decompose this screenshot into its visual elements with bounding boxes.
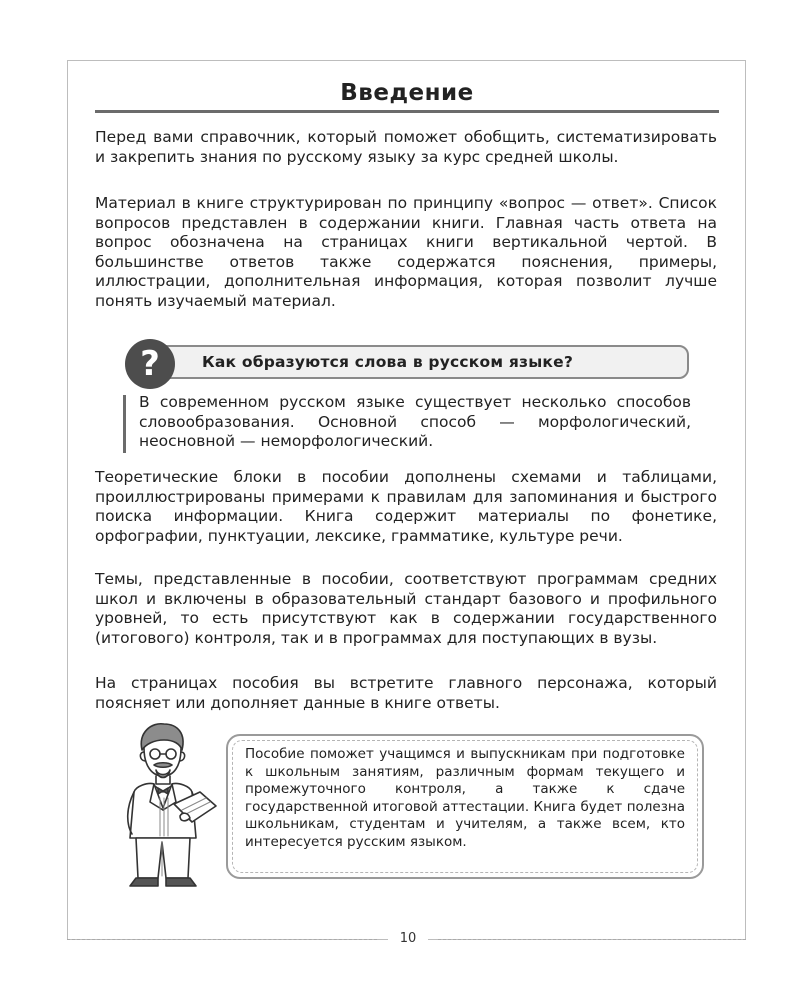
info-note-text: Пособие поможет учащимся и выпускникам при подготовке к школьным занятиям, различным формам текущего и промежуточного контроля, а также к сдаче государственной итоговой аттестации. Книга будет полезна школьникам, студентам и учителям, а также всем, кто интересуется русским языком. (245, 746, 685, 850)
intro-paragraph-2: Материал в книге структурирован по принципу «вопрос — ответ». Список вопросов представлен в содержании книги. Главная часть ответа на вопрос обозначена на страницах книги вертикальной чертой. В большинстве ответов также содержатся пояснения, примеры, иллюстрации, дополнительная информация, которая позволит лучше понять изучаемый материал. (95, 194, 717, 310)
question-mark-icon: ? (125, 339, 175, 389)
page-title: Введение (340, 80, 474, 106)
question-bar (145, 345, 689, 379)
info-note-box (226, 734, 704, 879)
intro-paragraph-1: Перед вами справочник, который поможет обобщить, систематизировать и закрепить знания по русскому языку за курс средней школы. (95, 128, 717, 166)
body-paragraph-3: Теоретические блоки в пособии дополнены схемами и таблицами, проиллюстрированы примерами к правилам для запоминания и быстрого поиска информации. Книга содержит материалы по фонетике, орфографии, пунктуации, лексике, грамматике, культуре речи. (95, 468, 717, 545)
body-paragraph-4: Темы, представленные в пособии, соответствуют программам средних школ и включены в образовательный стандарт базового и профильного уровней, то есть присутствуют как в содержании государственного (итогового) контроля, так и в программах для поступающих в вузы. (95, 570, 717, 647)
title-rule (95, 110, 719, 113)
page-number: 10 (388, 931, 428, 946)
professor-character-illustration (104, 718, 224, 893)
question-text: Как образуются слова в русском языке? (202, 353, 574, 371)
footer-divider-right (438, 939, 746, 940)
answer-text: В современном русском языке существует несколько способов словообразования. Основной способ — морфологический, неосновной — неморфологический. (139, 393, 691, 450)
footer-divider-left (67, 939, 377, 940)
body-paragraph-5: На страницах пособия вы встретите главного персонажа, который поясняет или дополняет данные в книге ответы. (95, 674, 717, 712)
answer-vertical-rule (123, 395, 126, 453)
